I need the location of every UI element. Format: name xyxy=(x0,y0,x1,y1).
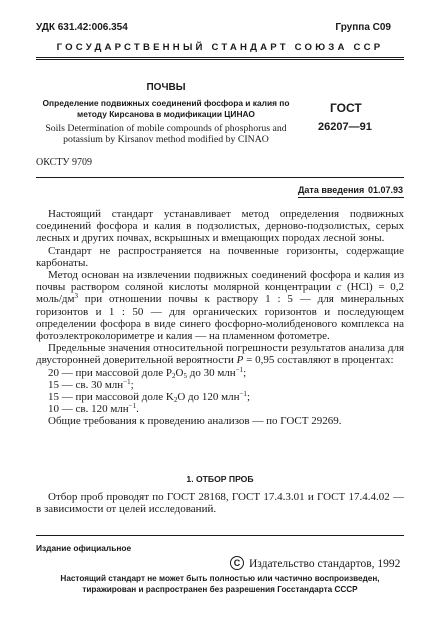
cubic-superscript: 3 xyxy=(74,292,78,301)
publisher-line xyxy=(230,556,400,570)
introduction-date-label: Дата введения xyxy=(298,185,365,195)
limit-2-sup: −1 xyxy=(123,377,131,386)
group-code: Группа С09 xyxy=(335,22,391,33)
concentration-symbol: c xyxy=(336,281,342,294)
header-rule-thin xyxy=(36,59,404,60)
method-text-2: (HCl) = 0,2 моль/дм xyxy=(36,281,404,306)
header-rule xyxy=(36,57,404,58)
introduction-date-underline xyxy=(298,197,404,198)
paragraph-scope: Настоящий стандарт устанавливает метод определения подвижных соединений фосфора и калия в подзолистых, дерново-подзолистых, серых лесных и других почвах, вскрышных и вмещающих породах лесной зоны. xyxy=(36,208,404,245)
subtitle-english: Soils Determination of mobile compounds of phosphorus and potassium by Kirsanov method modified by CINAO xyxy=(45,123,287,145)
gost-label: ГОСТ xyxy=(330,101,362,115)
error-limit-line-3 xyxy=(36,391,404,403)
paragraph-exclusion: Стандарт не распространяется на почвенные горизонты, содержащие карбонаты. xyxy=(36,244,404,269)
limit-1-sup: −1 xyxy=(235,365,244,374)
limit-3-text-a: 15 — при массовой доле K xyxy=(48,391,174,404)
state-standard-banner: ГОСУДАРСТВЕННЫЙ СТАНДАРТ СОЮЗА ССР xyxy=(56,42,384,53)
gost-number: 26207—91 xyxy=(318,121,372,133)
okstu-code: ОКСТУ 9709 xyxy=(36,157,93,168)
sampling-paragraph: Отбор проб проводят по ГОСТ 28168, ГОСТ 17.4.3.01 и ГОСТ 17.4.4.02 — в зависимости от целей исследований. xyxy=(36,491,404,516)
limit-1-text-d: ; xyxy=(243,366,247,379)
error-limit-line-1 xyxy=(36,367,404,379)
limit-4-text-b: . xyxy=(136,403,139,416)
limit-3-text-b: O до 120 млн xyxy=(177,391,240,404)
limit-1-sub-5: 5 xyxy=(183,371,187,380)
official-edition-label: Издание официальное xyxy=(36,543,132,553)
limit-3-text-c: ; xyxy=(246,391,250,404)
document-title: ПОЧВЫ xyxy=(146,82,186,93)
error-text-1: Предельные значения относительной погрешности результатов анализа для двусторонней доверительной вероятности xyxy=(36,342,404,367)
limit-3-sup: −1 xyxy=(239,390,247,399)
introduction-date: 01.07.93 xyxy=(368,185,404,195)
subtitle-russian: Определение подвижных соединений фосфора и калия по методу Кирсанова в модификации ЦИНАО xyxy=(42,98,290,119)
paragraph-general-requirements: Общие требования к проведению анализов — по ГОСТ 29269. xyxy=(48,415,342,428)
section-rule xyxy=(36,177,404,178)
error-limit-line-4 xyxy=(36,403,404,415)
section-heading-sampling: 1. ОТБОР ПРОБ xyxy=(186,474,254,484)
limit-4-sup: −1 xyxy=(128,402,137,411)
error-text-2: = 0,95 составляют в процентах: xyxy=(243,354,394,367)
copyright-icon: C xyxy=(230,556,244,570)
limit-1-text-c: до 30 млн xyxy=(186,366,236,379)
probability-symbol: P xyxy=(236,354,244,367)
section-sampling-text xyxy=(36,491,404,515)
reproduction-notice: Настоящий стандарт не может быть полностью или частично воспроизведен, тиражирован и распространен без разрешения Госстандарта СССР xyxy=(60,574,380,594)
paragraph-method xyxy=(36,269,404,342)
limit-1-text-a: 20 — при массовой доле P xyxy=(48,366,173,379)
method-text-1: Метод основан на извлечении подвижных соединений фосфора и калия из почвы раствором соляной кислоты молярной концентрации xyxy=(36,269,404,294)
limit-3-sub-2: 2 xyxy=(173,396,178,405)
limit-4-text-a: 10 — св. 120 млн xyxy=(48,403,129,416)
footer-rule xyxy=(36,535,404,536)
limit-2-text-a: 15 — св. 30 млн xyxy=(48,378,124,391)
publisher-name: Издательство стандартов, 1992 xyxy=(249,558,401,570)
limit-2-text-b: ; xyxy=(130,378,134,391)
paragraph-error-limits xyxy=(36,342,404,366)
body-text xyxy=(36,208,404,428)
limit-1-sub-2: 2 xyxy=(172,371,176,380)
error-limit-line-2 xyxy=(36,379,404,391)
method-text-3: при отношении почвы к раствору 1 : 5 — для минеральных горизонтов и 1 : 50 — для органических горизонтов и последующем определении фосфора в виде синего фосфорно-молибденового комплекса на фотоэлектроколориметре и калия — на пламенном фотометре. xyxy=(36,293,404,343)
limit-1-text-b: O xyxy=(175,366,184,379)
udk-code: УДК 631.42:006.354 xyxy=(36,22,128,33)
